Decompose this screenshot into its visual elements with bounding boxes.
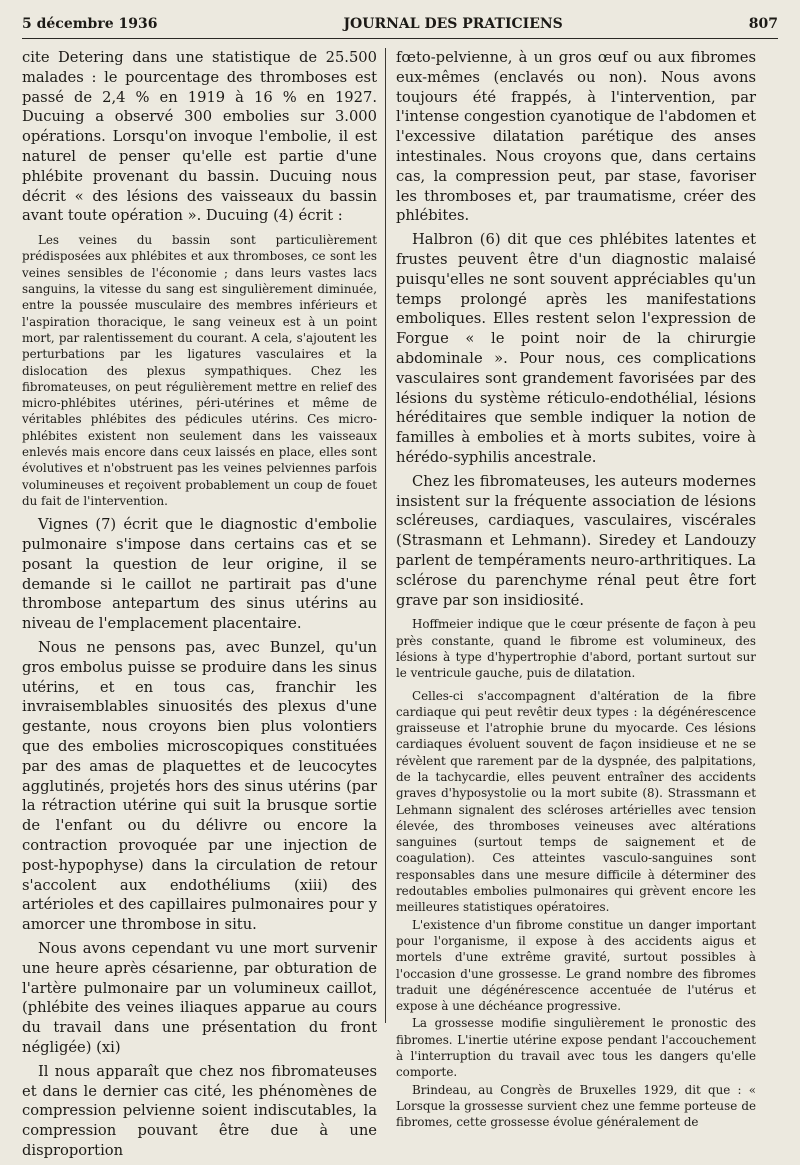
running-header [22,16,778,38]
paragraph: Nous ne pensons pas, avec Bunzel, qu'un gros embolus puisse se produire dans les sinus utérins, et en tous cas, franchir les invraisemblables sinuosités des plexus d'une gestante, nous croyons bien plus volontiers que des embolies microscopiques constituées par des amas de plaquettes et de leucocytes agglutinés, projetés hors des sinus utérins (par la rétraction utérine qui suit la brusque sortie de l'enfant ou du délivre ou encore la contraction provoquée par une injection de post-hypophyse) dans la circulation de retour s'accolent aux endothéliums (xiii) des artérioles et des capillaires pulmonaires pour y amorcer une thrombose in situ. [22,639,377,934]
small-paragraph: Brindeau, au Congrès de Bruxelles 1929, dit que : « Lorsque la grossesse survient chez une femme porteuse de fibromes, cette grossesse évolue généralement de [396,1082,756,1130]
right-column [396,48,756,1132]
quoted-paragraph: Les veines du bassin sont particulièrement prédisposées aux phlébites et aux thromboses, ce sont les veines sensibles de l'économie ; dans leurs vastes lacs sanguins, la vitesse du sang est singulièrement diminuée, entre la poussée musculaire des membres inférieurs et l'aspiration thoracique, le sang veineux est à un point mort, par ralentissement du courant. A cela, s'ajoutent les perturbations par les ligatures vasculaires et la dislocation des plexus sympathiques. Chez les fibromateuses, on peut régulièrement mettre en relief des micro-phlébites utérines, péri-utérines et même de véritables phlébites des pédicules utérins. Ces micro-phlébites existent non seulement dans les vaisseaux enlevés mais encore dans ceux laissés en place, elles sont évolutives et n'obstruent pas les veines pelviennes parfois volumineuses et reçoivent probablement un coup de fouet du fait de l'intervention. [22,233,377,508]
header-journal-title: JOURNAL DES PRATICIENS [343,16,563,32]
small-paragraph: La grossesse modifie singulièrement le pronostic des fibromes. L'inertie utérine expose pendant l'accouchement à l'interruption du travail avec tous les dangers qu'elle comporte. [396,1016,756,1080]
paragraph: fœto-pelvienne, à un gros œuf ou aux fibromes eux-mêmes (enclavés ou non). Nous avons toujours été frappés, à l'intervention, par l'intense congestion cyanotique de l'abdomen et l'excessive dilatation parétique des anses intestinales. Nous croyons que, dans certains cas, la compression peut, par stase, favoriser les thromboses et, par traumatisme, créer des phlébites. [396,49,756,225]
paragraph: cite Detering dans une statistique de 25.500 malades : le pourcentage des thromboses est passé de 2,4 % en 1919 à 16 % en 1927. Ducuing a observé 300 embolies sur 3.000 opérations. Lorsqu'on invoque l'embolie, il est naturel de penser qu'elle est partie d'une phlébite provenant du bassin. Ducuing nous décrit « des lésions des vaisseaux du bassin avant toute opération ». Ducuing (4) écrit : [22,49,377,225]
small-paragraph: Celles-ci s'accompagnent d'altération de la fibre cardiaque qui peut revêtir deux types : la dégénérescence graisseuse et l'atrophie brune du myocarde. Ces lésions cardiaques évoluent souvent de façon insidieuse et ne se révèlent que rarement par de la dyspnée, des palpitations, de la tachycardie, elles peuvent entraîner des accidents graves d'hyposystolie ou la mort subite (8). Strassmann et Lehmann signalent des scléroses artérielles avec tension élevée, des thromboses veineuses avec altérations sanguines (surtout temps de saignement et de coagulation). Ces atteintes vasculo-sanguines sont responsables dans une mesure difficile à déterminer des redoutables embolies pulmonaires qui grèvent encore les meilleures statistiques opératoires. [396,688,756,915]
paragraph: Chez les fibromateuses, les auteurs modernes insistent sur la fréquente association de lésions scléreuses, cardiaques, vasculaires, viscérales (Strasmann et Lehmann). Siredey et Landouzy parlent de tempéraments neuro-arthritiques. La sclérose du parenchyme rénal peut être fort grave par son insidiosité. [396,472,756,609]
paragraph: Vignes (7) écrit que le diagnostic d'embolie pulmonaire s'impose dans certains cas et se posant la question de leur origine, il se demande si le caillot ne partirait pas d'une thrombose antepartum des sinus utérins au niveau de l'emplacement placentaire. [22,516,377,633]
column-divider [385,48,386,1023]
small-paragraph: L'existence d'un fibrome constitue un danger important pour l'organisme, il expose à des accidents aigus et mortels d'une extrême gravité, surtout possibles à l'occasion d'une grossesse. Le grand nombre des fibromes traduit une dégénérescence accentuée de l'utérus et expose à une déchéance progressive. [396,917,756,1014]
small-paragraph: Hoffmeier indique que le cœur présente de façon à peu près constante, quand le fibrome est volumineux, des lésions à type d'hypertrophie d'abord, portant surtout sur le ventricule gauche, puis de dilatation. [396,617,756,681]
header-rule [22,38,778,39]
paragraph: Il nous apparaît que chez nos fibromateuses et dans le dernier cas cité, les phénomènes de compression pelvienne soient indiscutables, la compression pouvant être due à une disproportion [22,1062,377,1159]
header-page-number: 807 [748,16,778,32]
paragraph: Halbron (6) dit que ces phlébites latentes et frustes peuvent être d'un diagnostic malaisé puisqu'elles ne sont souvent appréciables qu'un temps prolongé après les manifestations emboliques. Elles restent selon l'expression de Forgue « le point noir de la chirurgie abdominale ». Pour nous, ces complications vasculaires sont grandement favorisées par des lésions du système réticulo-endothélial, lésions héréditaires que semble indiquer la notion de familles à embolies et à morts subites, voire à hérédo-syphilis ancestrale. [396,231,756,466]
paragraph: Nous avons cependant vu une mort survenir une heure après césarienne, par obturation de l'artère pulmonaire par un volumineux caillot, (phlébite des veines iliaques apparue au cours du travail dans une présentation du front négligée) (xi) [22,939,377,1056]
left-column [22,48,377,1165]
header-date: 5 décembre 1936 [22,16,158,32]
